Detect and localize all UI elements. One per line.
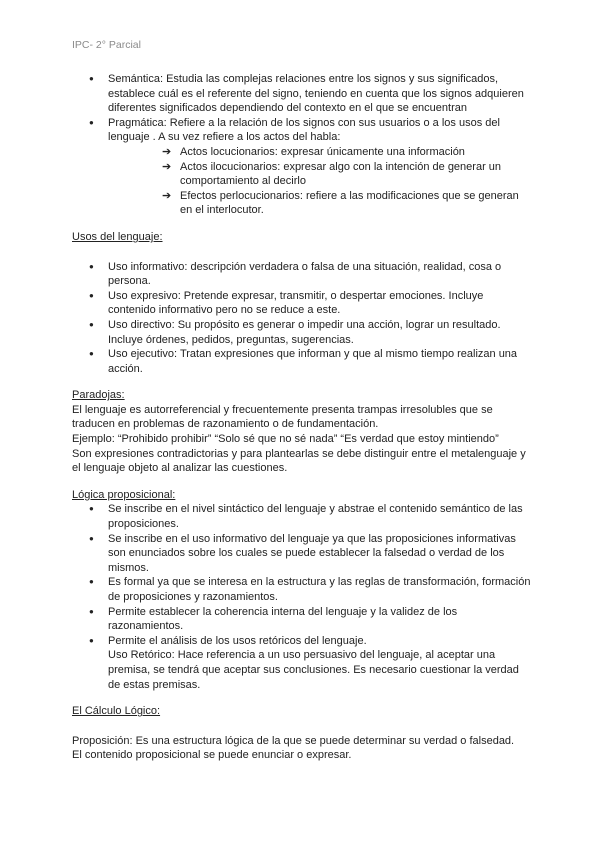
page-header: IPC- 2° Parcial	[72, 39, 141, 51]
speech-acts-list	[72, 145, 532, 218]
paragraph: El contenido proposicional se puede enunciar o expresar.	[72, 749, 352, 762]
list-item	[72, 289, 532, 318]
list-item-text: Semántica: Estudia las complejas relaciones entre los signos y sus significados, establece cuál es el referente del signo, teniendo en cuenta que los signos adquieren diferentes significados dependiendo del contexto en el que se encuentran	[108, 73, 524, 115]
list-item-text: Se inscribe en el uso informativo del lenguaje ya que las proposiciones informativas son enunciados sobre los cuales se puede establecer la falsedad o verdad de los mismos.	[108, 532, 516, 574]
list-item-text: Uso directivo: Su propósito es generar o impedir una acción, lograr un resultado. Incluye órdenes, pedidos, preguntas, sugerencias.	[108, 318, 501, 346]
list-item	[72, 189, 532, 218]
list-item-text: Es formal ya que se interesa en la estructura y las reglas de transformación, formación de proposiciones y razonamientos.	[108, 576, 531, 603]
section-heading-paradojas: Paradojas:	[72, 389, 125, 402]
document-body	[72, 72, 532, 763]
arrow-right-icon: ➔	[162, 145, 172, 158]
section-heading-usos: Usos del lenguaje:	[72, 230, 163, 243]
retorico-note: Uso Retórico: Hace referencia a un uso persuasivo del lenguaje, al aceptar una premisa, se tendrá que aceptar sus conclusiones. Es necesario cuestionar la verdad de estas premisas.	[108, 649, 519, 691]
list-item	[72, 318, 532, 347]
list-item	[72, 260, 532, 289]
list-item	[72, 502, 532, 531]
list-item	[72, 72, 532, 116]
list-item-text: Actos locucionarios: expresar únicamente una información	[180, 145, 465, 158]
paragraph: Son expresiones contradictorias y para plantearlas se debe distinguir entre el metalenguaje y el lenguaje objeto al analizar las cuestiones.	[72, 447, 526, 475]
logica-list	[72, 502, 532, 692]
paragraph: Proposición: Es una estructura lógica de la que se puede determinar su verdad o falsedad.	[72, 734, 515, 747]
list-item-text: Pragmática: Refiere a la relación de los signos con sus usuarios o a los usos del lenguaje . A su vez refiere a los actos del habla:	[108, 116, 500, 144]
list-item	[72, 532, 532, 576]
list-item	[72, 145, 532, 160]
intro-list	[72, 72, 532, 218]
list-item-text: Actos ilocucionarios: expresar algo con la intención de generar un comportamiento al decirlo	[180, 160, 502, 188]
arrow-right-icon: ➔	[162, 160, 172, 173]
arrow-right-icon: ➔	[162, 189, 172, 202]
list-item-text: ● Permite el análisis de los usos retóricos del lenguaje.	[108, 634, 367, 647]
list-item-text: Uso informativo: descripción verdadera o falsa de una situación, realidad, cosa o persona.	[108, 260, 502, 288]
list-item	[72, 634, 532, 692]
list-item-text: Uso ejecutivo: Tratan expresiones que informan y que al mismo tiempo realizan una acción.	[108, 348, 518, 375]
list-item	[72, 116, 532, 218]
list-item	[72, 605, 532, 634]
paragraph: Ejemplo: “Prohibido prohibir” “Solo sé que no sé nada” “Es verdad que estoy mintiendo”	[72, 433, 499, 446]
list-item-text: Se inscribe en el nivel sintáctico del lenguaje y abstrae el contenido semántico de las proposiciones.	[108, 503, 523, 531]
list-item-text: Efectos perlocucionarios: refiere a las modificaciones que se generan en el interlocutor.	[180, 189, 519, 217]
usos-list	[72, 260, 532, 377]
list-item	[72, 160, 532, 189]
section-heading-logica: Lógica proposicional:	[72, 488, 176, 501]
list-item	[72, 575, 532, 604]
list-item	[72, 347, 532, 376]
list-item-text: Permite establecer la coherencia interna del lenguaje y la validez de los razonamientos.	[108, 605, 458, 633]
section-heading-calculo: El Cálculo Lógico:	[72, 705, 161, 718]
paragraph: El lenguaje es autorreferencial y frecuentemente presenta trampas irresolubles que se traducen en problemas de razonamiento o de fundamentación.	[72, 403, 493, 431]
list-item-text: Uso expresivo: Pretende expresar, transmitir, o despertar emociones. Incluye contenido informativo pero no se reduce a este.	[108, 289, 484, 317]
